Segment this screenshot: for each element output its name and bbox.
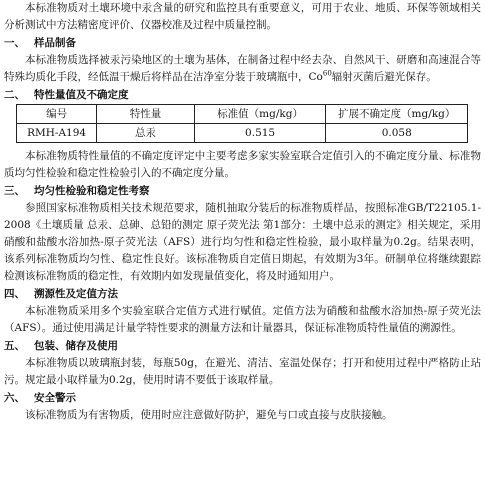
cell-property: 总汞 [97,124,195,143]
homogeneity-paragraph: 参照国家标准物质相关技术规范要求，随机抽取分装后的标准物质样品，按照标准GB/T22105.1-2008《土壤质量 总汞、总砷、总铅的测定 原子荧光法 第1部分：土壤中总汞的测定》相关规定，采用硝酸和盐酸水浴加热-原子荧光法（AFS）进行均匀性和稳定性检验，最小取样量为0.2g。结果表明，该系列标准物质均匀性、稳定性良好。该标准物质自定值日期起，有效期为3年。研制单位将继续跟踪检测该标准物质的稳定性，有效期内如发现量值变化，将及时通知用户。 [4,202,481,282]
certified-values-table [16,104,468,143]
column-header-property: 特性量 [97,105,195,124]
section-number: 五、 [4,340,25,352]
section-title: 均匀性检验和稳定性考察 [34,185,150,197]
cell-uncertainty: 0.058 [326,124,468,143]
section-number: 四、 [4,288,25,300]
section-number: 三、 [4,185,25,197]
section-heading-2 [4,86,481,104]
preparation-text-end: 辐射灭菌后避光保存。 [331,71,437,83]
preparation-text: 本标准物质选择被汞污染地区的土壤为基体，在制备过程中经去杂、自然风干、研磨和高速混合等特殊均质化手段，经低温干燥后将样品在洁净室分装于玻璃瓶中，Co [4,54,481,83]
section-title: 溯源性及定值方法 [34,288,118,300]
uncertainty-paragraph: 本标准物质特性量值的不确定度评定中主要考虑多家实验室联合定值引入的不确定度分量、标准物质均匀性检验和稳定性检验引入的不确定度分量。 [4,150,481,179]
section-number: 一、 [4,37,25,49]
section-title: 安全警示 [34,392,76,404]
section-title: 样品制备 [34,37,76,49]
section-number: 六、 [4,392,25,404]
table-row [17,124,468,143]
traceability-paragraph: 本标准物质采用多个实验室联合定值方式进行赋值。定值方法为硝酸和盐酸水浴加热-原子荧光法（AFS）。通过使用满足计量学特性要求的测量方法和计量器具，保证标准物质特性量值的溯源性。 [4,305,481,334]
table-header-row [17,105,468,124]
isotope-superscript: 60 [322,69,332,78]
column-header-value: 标准值（mg/kg） [194,105,326,124]
section-heading-4 [4,285,481,303]
section-number: 二、 [4,89,25,101]
cell-value: 0.515 [194,124,326,143]
preparation-paragraph [4,52,481,86]
packaging-paragraph: 本标准物质以玻璃瓶封装，每瓶50g，在避光、清洁、室温处保存；打开和使用过程中严格防止玷污。规定最小取样量为0.2g，使用时请不要低于该取样量。 [4,357,481,386]
column-header-uncertainty: 扩展不确定度（mg/kg） [326,105,468,124]
intro-paragraph: 本标准物质对土壤环境中汞含量的研究和监控具有重要意义，可用于农业、地质、环保等领域相关分析测试中方法精密度评价、仪器校准及过程中质量控制。 [4,2,481,31]
section-heading-6 [4,389,481,407]
section-heading-5 [4,337,481,355]
section-title: 特性量值及不确定度 [34,89,129,101]
column-header-code: 编号 [17,105,97,124]
cell-code: RMH-A194 [17,124,97,143]
section-heading-3 [4,182,481,200]
section-heading-1 [4,34,481,52]
section-title: 包装、储存及使用 [34,340,118,352]
safety-paragraph: 该标准物质为有害物质，使用时应注意做好防护，避免与口或直接与皮肤接触。 [25,409,393,421]
